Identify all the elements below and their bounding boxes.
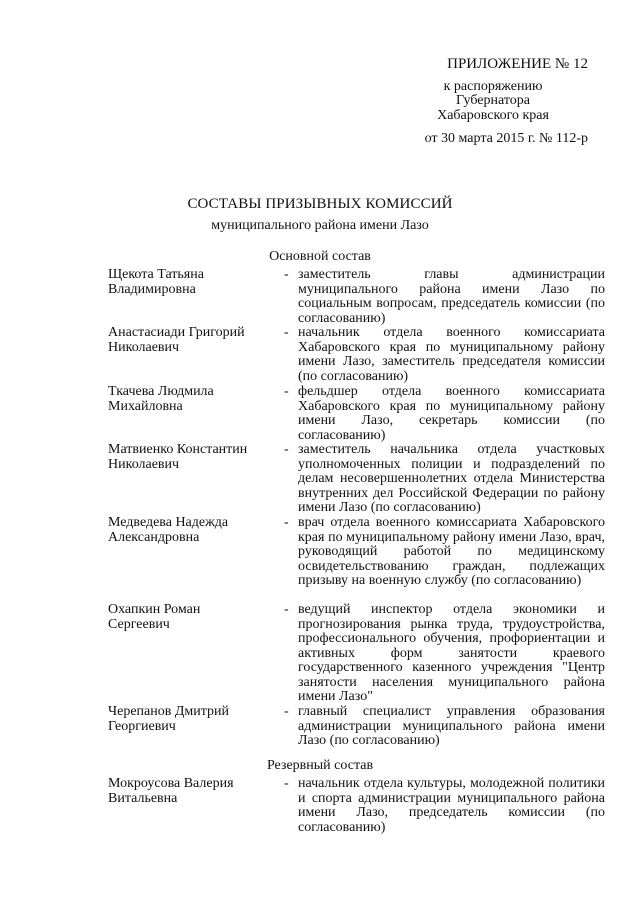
member-surname-name: Матвиенко Константин [108, 442, 248, 457]
separator-dash: - [284, 704, 289, 719]
region-line: Хабаровского края [437, 107, 549, 123]
member-name [108, 326, 280, 355]
separator-dash: - [284, 602, 289, 617]
member-patronymic: Михайловна [108, 398, 183, 414]
member-surname-name: Медведева Надежда [108, 515, 229, 530]
member-patronymic: Александровна [108, 529, 200, 545]
separator-dash: - [284, 384, 289, 399]
separator-dash: - [284, 776, 289, 791]
member-surname-name: Анастасиади Григорий [108, 325, 245, 340]
member-name [108, 603, 280, 632]
order-date-number: от 30 марта 2015 г. № 112-р [424, 131, 588, 146]
appendix-block [398, 57, 588, 147]
member-role: ведущий инспектор отдела экономики и прогнозирования рынка труда, трудоустройства, профессионального обучения, профориентации и активных форм занятости краевого государственного казенного учреждения "Центр занятости населения муниципального района имени Лазо" [298, 602, 605, 704]
member-role: заместитель главы администрации муниципального района имени Лазо по социальным вопросам, председатель комиссии (по согласованию) [298, 267, 605, 326]
member-name [108, 268, 280, 297]
appendix-number: ПРИЛОЖЕНИЕ № 12 [447, 56, 588, 72]
member-role: главный специалист управления образования администрации муниципального района имени Лазо (по согласованию) [298, 704, 605, 748]
governor-line: Губернатора [455, 93, 531, 108]
member-surname-name: Черепанов Дмитрий [108, 704, 230, 719]
member-name [108, 385, 280, 414]
member-patronymic: Николаевич [108, 456, 180, 472]
reserve-section-heading: Резервный состав [266, 758, 374, 773]
member-role: врач отдела военного комиссариата Хабаровского края по муниципальному району имени Лазо, врач, руководящий работой по медицинскому освидетельствованию граждан, подлежащих призыву на военную службу (по согласованию) [298, 515, 605, 588]
document-title: СОСТАВЫ ПРИЗЫВНЫХ КОМИССИЙ [187, 196, 453, 212]
member-surname-name: Щекота Татьяна [108, 267, 204, 282]
member-patronymic: Сергеевич [108, 616, 170, 632]
member-patronymic: Николаевич [108, 339, 180, 355]
member-role: начальник отдела военного комиссариата Хабаровского края по муниципальному району имени Лазо, заместитель председателя комиссии (по согласованию) [298, 325, 605, 384]
separator-dash: - [284, 267, 289, 282]
separator-dash: - [284, 325, 289, 340]
member-role: заместитель начальника отдела участковых уполномоченных полиции и подразделений по делам несовершеннолетних отдела Министерства внутренних дел Российской Федерации по району имени Лазо (по согласованию) [298, 442, 605, 515]
member-name [108, 777, 280, 806]
member-role: начальник отдела культуры, молодежной политики и спорта администрации муниципального района имени Лазо, председатель комиссии (по согласованию) [298, 776, 605, 835]
member-surname-name: Ткачева Людмила [108, 384, 214, 399]
member-patronymic: Владимировна [108, 281, 196, 297]
member-role: фельдшер отдела военного комиссариата Хабаровского края по муниципальному району имени Лазо, секретарь комиссии (по согласованию) [298, 384, 605, 443]
member-name [108, 443, 280, 472]
main-section-heading: Основной состав [269, 249, 371, 264]
member-surname-name: Мокроусова Валерия [108, 776, 234, 791]
member-name [108, 516, 280, 545]
document-subtitle: муниципального района имени Лазо [211, 218, 429, 233]
separator-dash: - [284, 442, 289, 457]
separator-dash: - [284, 515, 289, 530]
member-patronymic: Георгиевич [108, 718, 176, 734]
to-order-line: к распоряжению [443, 78, 543, 94]
member-name [108, 705, 280, 734]
member-surname-name: Охапкин Роман [108, 602, 201, 617]
member-patronymic: Витальевна [108, 790, 178, 806]
